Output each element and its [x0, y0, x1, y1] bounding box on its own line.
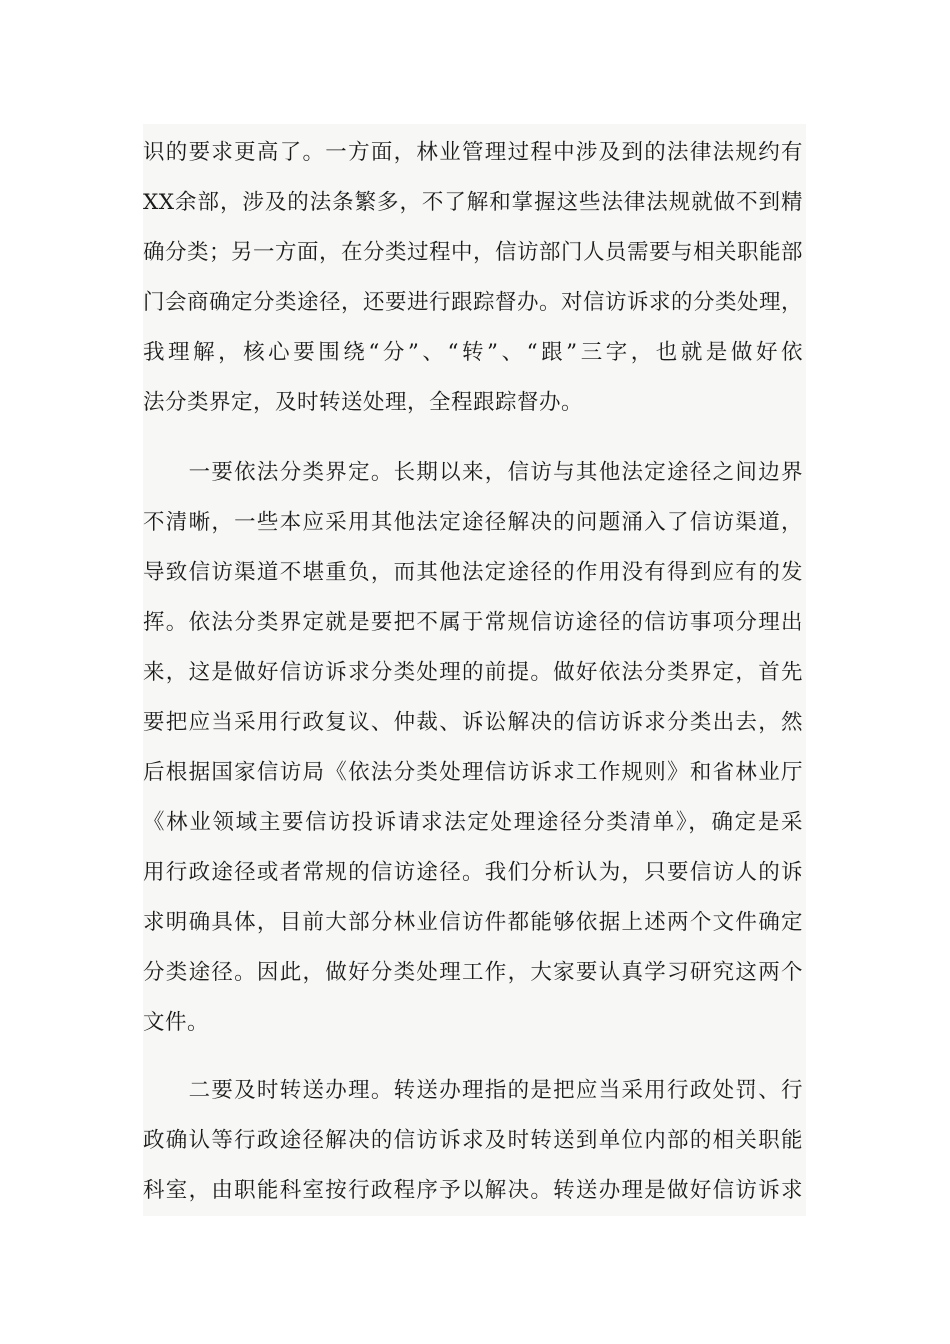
text-line: 不清晰，一些本应采用其他法定途径解决的问题涌入了信访渠道， — [143, 510, 803, 535]
text-line: 一要依法分类界定。长期以来，信访与其他法定途径之间边界 — [143, 460, 803, 485]
text-line: 法分类界定，及时转送处理，全程跟踪督办。 — [143, 390, 584, 415]
text-line: 来，这是做好信访诉求分类处理的前提。做好依法分类界定，首先 — [143, 660, 803, 685]
text-line: 求明确具体，目前大部分林业信访件都能够依据上述两个文件确定 — [143, 910, 803, 935]
paragraph-3 — [143, 1063, 806, 1216]
text-line: 要把应当采用行政复议、仲裁、诉讼解决的信访诉求分类出去，然 — [143, 710, 803, 735]
text-line: 导致信访渠道不堪重负，而其他法定途径的作用没有得到应有的发 — [143, 560, 803, 585]
text-line: 科室，由职能科室按行政程序予以解决。转送办理是做好信访诉求 — [143, 1178, 803, 1203]
text-line: 二要及时转送办理。转送办理指的是把应当采用行政处罚、行 — [143, 1078, 803, 1103]
text-line: 《林业领域主要信访投诉请求法定处理途径分类清单》，确定是采 — [143, 810, 803, 835]
text-line: XX余部，涉及的法条繁多，不了解和掌握这些法律法规就做不到精 — [143, 190, 803, 215]
text-line: 用行政途径或者常规的信访途径。我们分析认为，只要信访人的诉 — [143, 860, 803, 885]
paragraph-1 — [143, 124, 806, 465]
text-line: 文件。 — [143, 1010, 210, 1035]
text-line: 挥。依法分类界定就是要把不属于常规信访途径的信访事项分理出 — [143, 610, 803, 635]
text-line: 我理解，核心要围绕“分”、“转”、“跟”三字，也就是做好依 — [143, 340, 803, 365]
text-line: 门会商确定分类途径，还要进行跟踪督办。对信访诉求的分类处理， — [143, 290, 804, 315]
text-line: 后根据国家信访局《依法分类处理信访诉求工作规则》和省林业厅 — [143, 760, 803, 785]
text-line: 识的要求更高了。一方面，林业管理过程中涉及到的法律法规约有 — [143, 140, 803, 165]
paragraph-2 — [143, 460, 806, 1063]
text-line: 确分类；另一方面，在分类过程中，信访部门人员需要与相关职能部 — [143, 240, 804, 265]
text-line: 分类途径。因此，做好分类处理工作，大家要认真学习研究这两个 — [143, 960, 803, 985]
text-line: 政确认等行政途径解决的信访诉求及时转送到单位内部的相关职能 — [143, 1128, 803, 1153]
